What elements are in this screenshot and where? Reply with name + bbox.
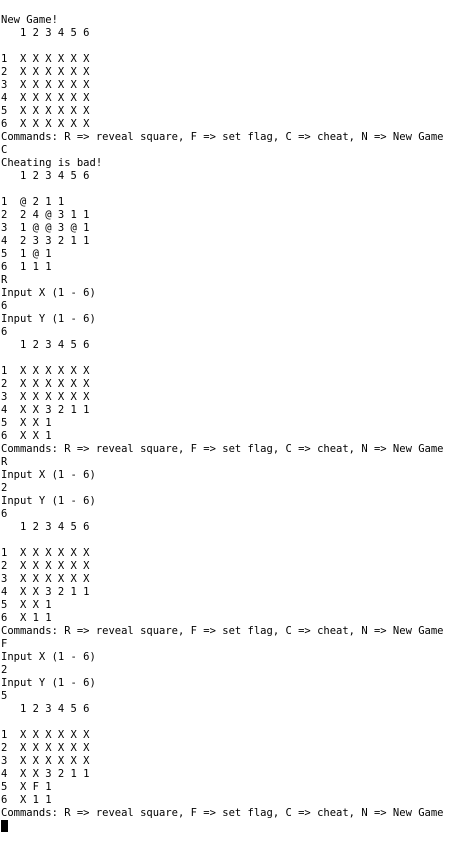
terminal-line: 1 X X X X X X — [1, 729, 90, 741]
terminal-line: 6 — [1, 300, 8, 312]
terminal-line: R — [1, 456, 8, 468]
terminal-line: 1 2 3 4 5 6 — [1, 521, 90, 533]
terminal-line: 2 X X X X X X — [1, 742, 90, 754]
terminal-line: 5 X X 1 — [1, 417, 52, 429]
terminal-line: 6 X X X X X X — [1, 118, 90, 130]
terminal-line: 4 X X 3 2 1 1 — [1, 768, 90, 780]
terminal-line: 6 X X 1 — [1, 430, 52, 442]
terminal-line: 6 — [1, 508, 8, 520]
terminal-line: 3 X X X X X X — [1, 755, 90, 767]
terminal-line: F — [1, 638, 8, 650]
terminal-line: Input Y (1 - 6) — [1, 677, 96, 689]
terminal-line: 1 @ 2 1 1 — [1, 196, 65, 208]
terminal-line: R — [1, 274, 8, 286]
terminal-line: 1 X X X X X X — [1, 547, 90, 559]
terminal-line: 5 — [1, 690, 8, 702]
terminal-line: 5 X X X X X X — [1, 105, 90, 117]
terminal-line — [1, 534, 453, 547]
terminal-line: Commands: R => reveal square, F => set flag, C => cheat, N => New Game — [1, 625, 444, 637]
terminal-line: 1 X X X X X X — [1, 53, 90, 65]
terminal-line: 2 X X X X X X — [1, 560, 90, 572]
terminal-line — [1, 716, 453, 729]
terminal-line: 2 X X X X X X — [1, 378, 90, 390]
terminal-line: Input X (1 - 6) — [1, 651, 96, 663]
terminal-line: 5 1 @ 1 — [1, 248, 52, 260]
terminal-line: 4 X X X X X X — [1, 92, 90, 104]
terminal-line: 1 2 3 4 5 6 — [1, 27, 90, 39]
terminal-line: 2 2 4 @ 3 1 1 — [1, 209, 90, 221]
terminal-line — [1, 352, 453, 365]
terminal-line: C — [1, 144, 8, 156]
terminal-line: 3 X X X X X X — [1, 391, 90, 403]
terminal-line: 4 2 3 3 2 1 1 — [1, 235, 90, 247]
terminal-line: Commands: R => reveal square, F => set flag, C => cheat, N => New Game — [1, 443, 444, 455]
terminal-line: 2 X X X X X X — [1, 66, 90, 78]
terminal-line: 4 X X 3 2 1 1 — [1, 586, 90, 598]
terminal-line: New Game! — [1, 14, 58, 26]
terminal-line: 6 X 1 1 — [1, 612, 52, 624]
terminal-line: Input X (1 - 6) — [1, 287, 96, 299]
terminal-line — [1, 40, 453, 53]
input-prompt-line[interactable] — [1, 820, 453, 833]
terminal-line: 1 X X X X X X — [1, 365, 90, 377]
terminal-line: 6 1 1 1 — [1, 261, 52, 273]
terminal-line: Commands: R => reveal square, F => set flag, C => cheat, N => New Game — [1, 807, 444, 819]
terminal-line: Commands: R => reveal square, F => set flag, C => cheat, N => New Game — [1, 131, 444, 143]
terminal-line: Input Y (1 - 6) — [1, 495, 96, 507]
terminal-line: 5 X F 1 — [1, 781, 52, 793]
terminal-line: 1 2 3 4 5 6 — [1, 339, 90, 351]
terminal-line: 3 1 @ @ 3 @ 1 — [1, 222, 90, 234]
terminal-output[interactable] — [1, 14, 453, 833]
terminal-line — [1, 183, 453, 196]
terminal-line: 6 — [1, 326, 8, 338]
terminal-line: Input X (1 - 6) — [1, 469, 96, 481]
terminal-line: 4 X X 3 2 1 1 — [1, 404, 90, 416]
terminal-line: 6 X 1 1 — [1, 794, 52, 806]
text-cursor — [1, 820, 8, 832]
terminal-line: 5 X X 1 — [1, 599, 52, 611]
terminal-line: 1 2 3 4 5 6 — [1, 170, 90, 182]
terminal-line: 1 2 3 4 5 6 — [1, 703, 90, 715]
terminal-line: 3 X X X X X X — [1, 79, 90, 91]
terminal-line: Cheating is bad! — [1, 157, 103, 169]
terminal-line: 2 — [1, 482, 8, 494]
terminal-line: 3 X X X X X X — [1, 573, 90, 585]
terminal-line: 2 — [1, 664, 8, 676]
terminal-line: Input Y (1 - 6) — [1, 313, 96, 325]
